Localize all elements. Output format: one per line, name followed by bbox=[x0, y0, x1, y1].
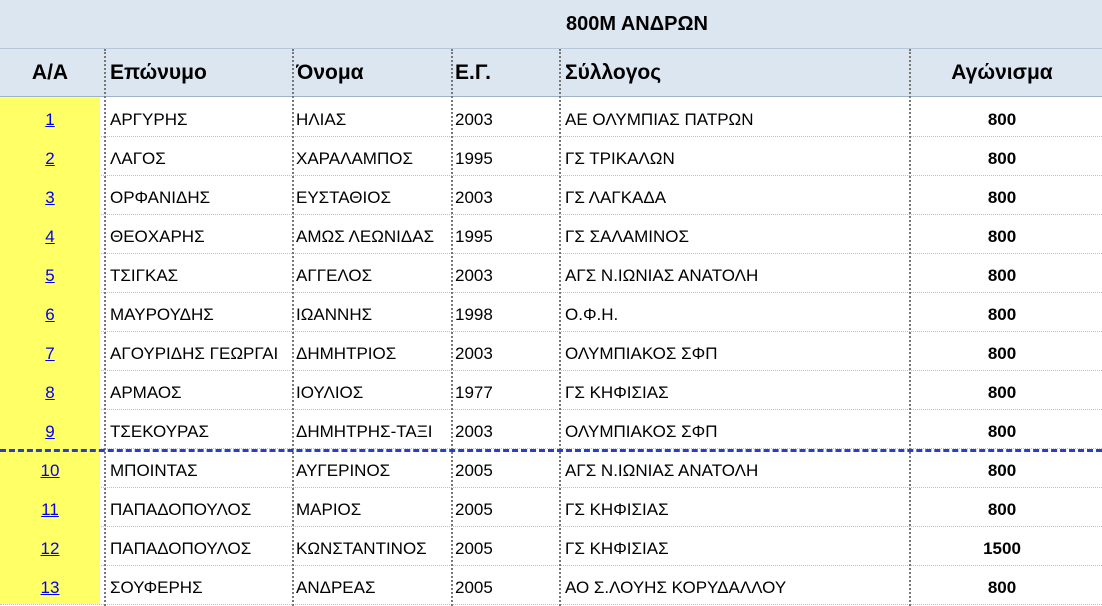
cell-year[interactable]: 2003 bbox=[455, 344, 493, 363]
cell-event[interactable]: 800 bbox=[987, 383, 1017, 402]
cell-aa[interactable]: 3 bbox=[0, 175, 100, 214]
cell-name[interactable]: ΙΟΥΛΙΟΣ bbox=[296, 383, 364, 402]
cell-aa[interactable]: 6 bbox=[0, 292, 100, 331]
cell-club[interactable]: ΟΛΥΜΠΙΑΚΟΣ ΣΦΠ bbox=[565, 422, 718, 441]
cell-surname[interactable]: ΑΡΓΥΡΗΣ bbox=[110, 110, 188, 129]
cell-name[interactable]: ΧΑΡΑΛΑΜΠΟΣ bbox=[296, 149, 413, 168]
column-divider bbox=[451, 49, 453, 606]
cell-aa[interactable]: 8 bbox=[0, 370, 100, 409]
cell-club[interactable]: ΑΕ ΟΛΥΜΠΙΑΣ ΠΑΤΡΩΝ bbox=[565, 110, 754, 129]
cell-club[interactable]: ΑΓΣ Ν.ΙΩΝΙΑΣ ΑΝΑΤΟΛΗ bbox=[565, 266, 759, 285]
cell-aa[interactable]: 7 bbox=[0, 331, 100, 370]
cell-year[interactable]: 2003 bbox=[455, 422, 493, 441]
cell-club[interactable]: ΓΣ ΚΗΦΙΣΙΑΣ bbox=[565, 500, 669, 519]
cell-name[interactable]: ΗΛΙΑΣ bbox=[296, 110, 347, 129]
cell-name[interactable]: ΔΗΜΗΤΡΗΣ-ΤΑΞΙ bbox=[296, 422, 433, 441]
table-row bbox=[0, 97, 1102, 137]
cell-event[interactable]: 1500 bbox=[983, 539, 1021, 558]
cell-name[interactable]: ΕΥΣΤΑΘΙΟΣ bbox=[296, 188, 391, 207]
cell-surname[interactable]: ΠΑΠΑΔΟΠΟΥΛΟΣ bbox=[110, 500, 252, 519]
cell-surname[interactable]: ΑΓΟΥΡΙΔΗΣ ΓΕΩΡΓΑΙ bbox=[110, 344, 279, 363]
cell-club[interactable]: ΓΣ ΚΗΦΙΣΙΑΣ bbox=[565, 539, 669, 558]
cell-surname[interactable]: ΟΡΦΑΝΙΔΗΣ bbox=[110, 188, 211, 207]
cell-event[interactable]: 800 bbox=[987, 188, 1017, 207]
header-row bbox=[0, 49, 1102, 97]
cell-event[interactable]: 800 bbox=[987, 344, 1017, 363]
cell-club[interactable]: ΑΓΣ Ν.ΙΩΝΙΑΣ ΑΝΑΤΟΛΗ bbox=[565, 461, 759, 480]
cell-year[interactable]: 2003 bbox=[455, 188, 493, 207]
cell-name[interactable]: ΜΑΡΙΟΣ bbox=[296, 500, 362, 519]
cell-surname[interactable]: ΤΣΙΓΚΑΣ bbox=[110, 266, 179, 285]
cell-event[interactable]: 800 bbox=[987, 422, 1017, 441]
cell-club[interactable]: ΟΛΥΜΠΙΑΚΟΣ ΣΦΠ bbox=[565, 344, 718, 363]
cell-name[interactable]: ΑΥΓΕΡΙΝΟΣ bbox=[296, 461, 391, 480]
cell-surname[interactable]: ΣΟΥΦΕΡΗΣ bbox=[110, 578, 203, 597]
cell-club[interactable]: ΓΣ ΤΡΙΚΑΛΩΝ bbox=[565, 149, 675, 168]
cell-year[interactable]: 1998 bbox=[455, 305, 493, 324]
column-divider bbox=[559, 49, 561, 606]
header-year[interactable]: Ε.Γ. bbox=[455, 61, 491, 84]
cell-year[interactable]: 2005 bbox=[455, 461, 493, 480]
cell-surname[interactable]: ΘΕΟΧΑΡΗΣ bbox=[110, 227, 205, 246]
cell-club[interactable]: ΓΣ ΣΑΛΑΜΙΝΟΣ bbox=[565, 227, 690, 246]
cell-club[interactable]: ΓΣ ΚΗΦΙΣΙΑΣ bbox=[565, 383, 669, 402]
cell-aa[interactable]: 9 bbox=[0, 409, 100, 448]
cell-name[interactable]: ΑΝΔΡΕΑΣ bbox=[296, 578, 376, 597]
cell-surname[interactable]: ΜΠΟΙΝΤΑΣ bbox=[110, 461, 198, 480]
cell-year[interactable]: 2005 bbox=[455, 578, 493, 597]
cell-club[interactable]: ΑΟ Σ.ΛΟΥΗΣ ΚΟΡΥΔΑΛΛΟΥ bbox=[565, 578, 787, 597]
column-divider bbox=[104, 49, 106, 606]
header-club[interactable]: Σύλλογος bbox=[565, 61, 662, 84]
table-row bbox=[0, 370, 1102, 410]
cell-event[interactable]: 800 bbox=[987, 578, 1017, 597]
cell-name[interactable]: ΚΩΝΣΤΑΝΤΙΝΟΣ bbox=[296, 539, 427, 558]
cell-surname[interactable]: ΠΑΠΑΔΟΠΟΥΛΟΣ bbox=[110, 539, 252, 558]
table-row bbox=[0, 292, 1102, 332]
cell-event[interactable]: 800 bbox=[987, 227, 1017, 246]
table-row bbox=[0, 526, 1102, 566]
table-row bbox=[0, 175, 1102, 215]
cell-aa[interactable]: 10 bbox=[0, 448, 100, 487]
header-aa[interactable]: Α/Α bbox=[31, 61, 69, 84]
cell-year[interactable]: 1995 bbox=[455, 149, 493, 168]
sheet-title[interactable]: 800Μ ΑΝΔΡΩΝ bbox=[566, 13, 708, 35]
cell-surname[interactable]: ΛΑΓΟΣ bbox=[110, 149, 166, 168]
cell-name[interactable]: ΑΜΩΣ ΛΕΩΝΙΔΑΣ bbox=[296, 227, 435, 246]
cell-year[interactable]: 1977 bbox=[455, 383, 493, 402]
cell-surname[interactable]: ΜΑΥΡΟΥΔΗΣ bbox=[110, 305, 214, 324]
cell-aa[interactable]: 4 bbox=[0, 214, 100, 253]
cell-name[interactable]: ΙΩΑΝΝΗΣ bbox=[296, 305, 373, 324]
cell-event[interactable]: 800 bbox=[987, 149, 1017, 168]
cell-year[interactable]: 1995 bbox=[455, 227, 493, 246]
column-divider bbox=[292, 49, 294, 606]
table-row bbox=[0, 331, 1102, 371]
cell-aa[interactable]: 5 bbox=[0, 253, 100, 292]
page-break-line bbox=[0, 449, 1102, 452]
table-row bbox=[0, 253, 1102, 293]
header-event[interactable]: Αγώνισμα bbox=[951, 61, 1053, 84]
header-name[interactable]: Όνομα bbox=[296, 61, 364, 84]
header-surname[interactable]: Επώνυμο bbox=[110, 61, 207, 84]
cell-name[interactable]: ΔΗΜΗΤΡΙΟΣ bbox=[296, 344, 397, 363]
title-row bbox=[0, 0, 1102, 49]
cell-aa[interactable]: 12 bbox=[0, 526, 100, 565]
cell-event[interactable]: 800 bbox=[987, 266, 1017, 285]
cell-surname[interactable]: ΑΡΜΑΟΣ bbox=[110, 383, 182, 402]
cell-surname[interactable]: ΤΣΕΚΟΥΡΑΣ bbox=[110, 422, 209, 441]
cell-event[interactable]: 800 bbox=[987, 461, 1017, 480]
cell-name[interactable]: ΑΓΓΕΛΟΣ bbox=[296, 266, 373, 285]
table-row bbox=[0, 214, 1102, 254]
cell-event[interactable]: 800 bbox=[987, 500, 1017, 519]
cell-event[interactable]: 800 bbox=[987, 110, 1017, 129]
cell-year[interactable]: 2005 bbox=[455, 500, 493, 519]
cell-year[interactable]: 2005 bbox=[455, 539, 493, 558]
cell-club[interactable]: Ο.Φ.Η. bbox=[565, 305, 619, 324]
cell-aa[interactable]: 2 bbox=[0, 136, 100, 175]
table-row bbox=[0, 448, 1102, 488]
cell-aa[interactable]: 1 bbox=[0, 97, 100, 136]
cell-event[interactable]: 800 bbox=[987, 305, 1017, 324]
cell-club[interactable]: ΓΣ ΛΑΓΚΑΔΑ bbox=[565, 188, 667, 207]
cell-year[interactable]: 2003 bbox=[455, 110, 493, 129]
table-row bbox=[0, 409, 1102, 449]
cell-year[interactable]: 2003 bbox=[455, 266, 493, 285]
table-row bbox=[0, 565, 1102, 605]
table-row bbox=[0, 136, 1102, 176]
cell-aa[interactable]: 11 bbox=[0, 487, 100, 526]
table-row bbox=[0, 487, 1102, 527]
cell-aa[interactable]: 13 bbox=[0, 565, 100, 604]
column-divider bbox=[909, 49, 911, 606]
